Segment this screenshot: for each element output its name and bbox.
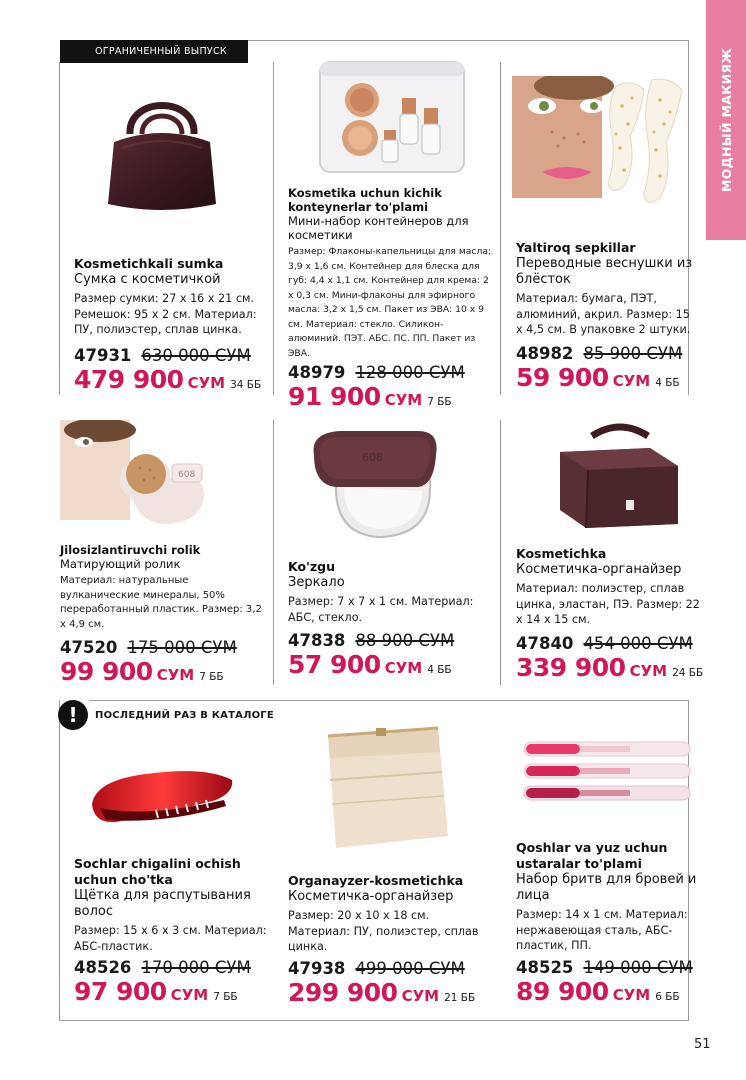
product-code: 47838 xyxy=(288,631,346,650)
product-code: 48526 xyxy=(74,958,132,977)
last-time-banner xyxy=(58,700,274,730)
section-side-tab-label: МОДНЫЙ МАКИЯЖ xyxy=(718,47,734,193)
product-name-uz: Kosmetichkali sumka xyxy=(74,256,224,271)
bonus-points: 4 ББ xyxy=(655,376,680,389)
old-price: 88 900 СУМ xyxy=(355,631,455,650)
containers-image xyxy=(312,50,472,178)
pouch-image xyxy=(312,724,462,854)
product-description: Материал: полиэстер, сплав цинка, эластан, ПЭ. Размер: 22 x 14 x 15 см. xyxy=(516,582,700,626)
product-description: Размер: Флаконы-капельницы для масла: 3,9 x 1,6 см. Контейнер для блеска для губ: 4,4 x 1,1 см. Контейнер для крема: 2 x 0,3 см. Мини-флаконы для эфирного масла: 3,2 x 1,5 см. Пакет из ЭВА: 10 x 9 см. Материал: стекло. Силикон-алюминий. ПЭТ. АБС. ПС. ПП. Пакет из ЭВА. xyxy=(288,246,492,359)
product-name-uz: Sochlar chigalini ochish uchun cho'tka xyxy=(74,856,241,887)
divider xyxy=(59,700,60,1020)
product-code: 48982 xyxy=(516,343,574,363)
old-price: 170 000 СУМ xyxy=(141,958,251,977)
product-code: 48525 xyxy=(516,957,574,977)
freckles-icon xyxy=(512,76,692,224)
product-name-uz: Jilosizlantiruvchi rolik xyxy=(60,543,201,557)
product-card xyxy=(60,543,270,686)
currency: СУМ xyxy=(187,373,226,392)
roller-image xyxy=(60,420,210,530)
old-price: 175 000 СУМ xyxy=(127,638,237,657)
price: 339 900 xyxy=(516,652,626,682)
organizer-case-image xyxy=(540,412,690,530)
bonus-points: 7 ББ xyxy=(213,991,238,1003)
bonus-points: 4 ББ xyxy=(427,664,452,676)
product-name-uz: Yaltiroq sepkillar xyxy=(516,240,636,255)
product-name-ru: Набор бритв для бровей и лица xyxy=(516,872,697,903)
section-side-tab xyxy=(706,0,746,240)
hairbrush-image xyxy=(86,758,236,838)
currency: СУМ xyxy=(629,661,668,680)
product-name-uz: Organayzer-kosmetichka xyxy=(288,873,464,888)
old-price: 149 000 СУМ xyxy=(583,957,693,977)
price: 479 900 xyxy=(74,364,184,394)
currency: СУМ xyxy=(384,659,423,677)
organizer-case-icon xyxy=(540,412,690,530)
product-description: Размер: 20 x 10 x 18 см. Материал: ПУ, полиэстер, сплав цинка. xyxy=(288,909,479,953)
product-name-ru: Щётка для распутывания волос xyxy=(74,888,251,919)
product-name-ru: Сумка с косметичкой xyxy=(74,272,221,287)
bonus-points: 7 ББ xyxy=(427,396,452,408)
product-name-ru: Мини-набор контейнеров для косметики xyxy=(288,214,469,242)
bonus-points: 24 ББ xyxy=(672,666,704,679)
price: 89 900 xyxy=(516,976,609,1006)
old-price: 454 000 СУМ xyxy=(583,633,693,653)
product-code: 48979 xyxy=(288,363,346,382)
product-description: Размер: 7 x 7 x 1 см. Материал: АБС, стекло. xyxy=(288,595,474,624)
divider xyxy=(59,1020,689,1021)
product-description: Размер: 15 x 6 x 3 см. Материал: АБС-пластик. xyxy=(74,924,267,953)
product-card xyxy=(74,256,270,394)
currency: СУМ xyxy=(612,371,651,390)
product-code: 47931 xyxy=(74,345,132,365)
divider xyxy=(248,40,688,41)
currency: СУМ xyxy=(401,986,440,1005)
bonus-points: 34 ББ xyxy=(230,378,262,391)
currency: СУМ xyxy=(612,985,651,1004)
divider xyxy=(273,62,274,395)
freckles-image xyxy=(512,76,692,224)
product-description: Материал: бумага, ПЭТ, алюминий, акрил. Размер: 15 x 4,5 см. В упаковке 2 штуки. xyxy=(516,292,691,336)
product-name-ru: Косметичка-органайзер xyxy=(516,562,682,577)
product-name-uz: Kosmetika uchun kichik konteynerlar to'plami xyxy=(288,186,442,214)
price: 99 900 xyxy=(60,657,153,686)
hairbrush-icon xyxy=(86,758,236,838)
roller-icon xyxy=(60,420,210,530)
bonus-points: 21 ББ xyxy=(444,991,476,1004)
product-code: 47938 xyxy=(288,958,346,978)
limited-edition-banner: ОГРАНИЧЕННЫЙ ВЫПУСК xyxy=(60,40,248,63)
product-card xyxy=(516,240,698,392)
razors-image xyxy=(522,736,692,808)
razors-icon xyxy=(522,736,692,808)
product-name-ru: Переводные веснушки из блёсток xyxy=(516,256,693,287)
divider xyxy=(273,420,274,685)
product-name-ru: Зеркало xyxy=(288,575,345,590)
product-card xyxy=(288,873,493,1007)
product-card xyxy=(288,559,493,679)
currency: СУМ xyxy=(156,666,195,684)
product-description: Материал: натуральные вулканические минералы, 50% переработанный пластик. Размер: 3,2 x 4,9 см. xyxy=(60,575,262,630)
product-name-ru: Косметичка-органайзер xyxy=(288,889,454,904)
currency: СУМ xyxy=(384,391,423,409)
product-name-uz: Ko'zgu xyxy=(288,559,336,574)
price: 57 900 xyxy=(288,650,381,679)
old-price: 85 900 СУМ xyxy=(583,343,683,363)
old-price: 128 000 СУМ xyxy=(355,363,465,382)
product-description: Размер: 14 x 1 см. Материал: нержавеющая сталь, АБС-пластик, ПП. xyxy=(516,908,688,952)
product-card xyxy=(516,840,698,1006)
old-price: 630 000 СУМ xyxy=(141,345,251,365)
price: 91 900 xyxy=(288,382,381,411)
product-code: 47520 xyxy=(60,638,118,657)
product-name-uz: Qoshlar va yuz uchun ustaralar to'plami xyxy=(516,840,668,871)
svg-text:608: 608 xyxy=(178,470,196,480)
divider xyxy=(59,62,60,395)
product-card xyxy=(74,856,270,1006)
old-price: 499 000 СУМ xyxy=(355,958,465,978)
price: 299 900 xyxy=(288,977,398,1007)
exclamation-icon: ! xyxy=(58,700,88,730)
container-set-icon xyxy=(312,50,472,178)
divider xyxy=(500,62,501,395)
product-name-uz: Kosmetichka xyxy=(516,546,607,561)
currency: СУМ xyxy=(170,986,209,1004)
mirror-icon xyxy=(300,425,450,543)
price: 59 900 xyxy=(516,362,609,392)
mirror-image xyxy=(300,425,450,543)
product-name-ru: Матирующий ролик xyxy=(60,557,181,571)
product-card xyxy=(516,546,706,682)
bonus-points: 7 ББ xyxy=(199,671,224,683)
handbag-image xyxy=(92,82,232,222)
pouch-icon xyxy=(312,724,462,854)
product-card xyxy=(288,186,493,411)
svg-text:608: 608 xyxy=(362,451,383,464)
price: 97 900 xyxy=(74,977,167,1006)
divider xyxy=(500,420,501,685)
page-number: 51 xyxy=(694,1037,711,1052)
product-code: 47840 xyxy=(516,633,574,653)
last-time-label: ПОСЛЕДНИЙ РАЗ В КАТАЛОГЕ xyxy=(95,709,274,721)
product-description: Размер сумки: 27 x 16 x 21 см. Ремешок: 95 x 2 см. Материал: ПУ, полиэстер, сплав цинка. xyxy=(74,292,257,336)
bonus-points: 6 ББ xyxy=(655,990,680,1003)
handbag-icon xyxy=(92,82,232,222)
